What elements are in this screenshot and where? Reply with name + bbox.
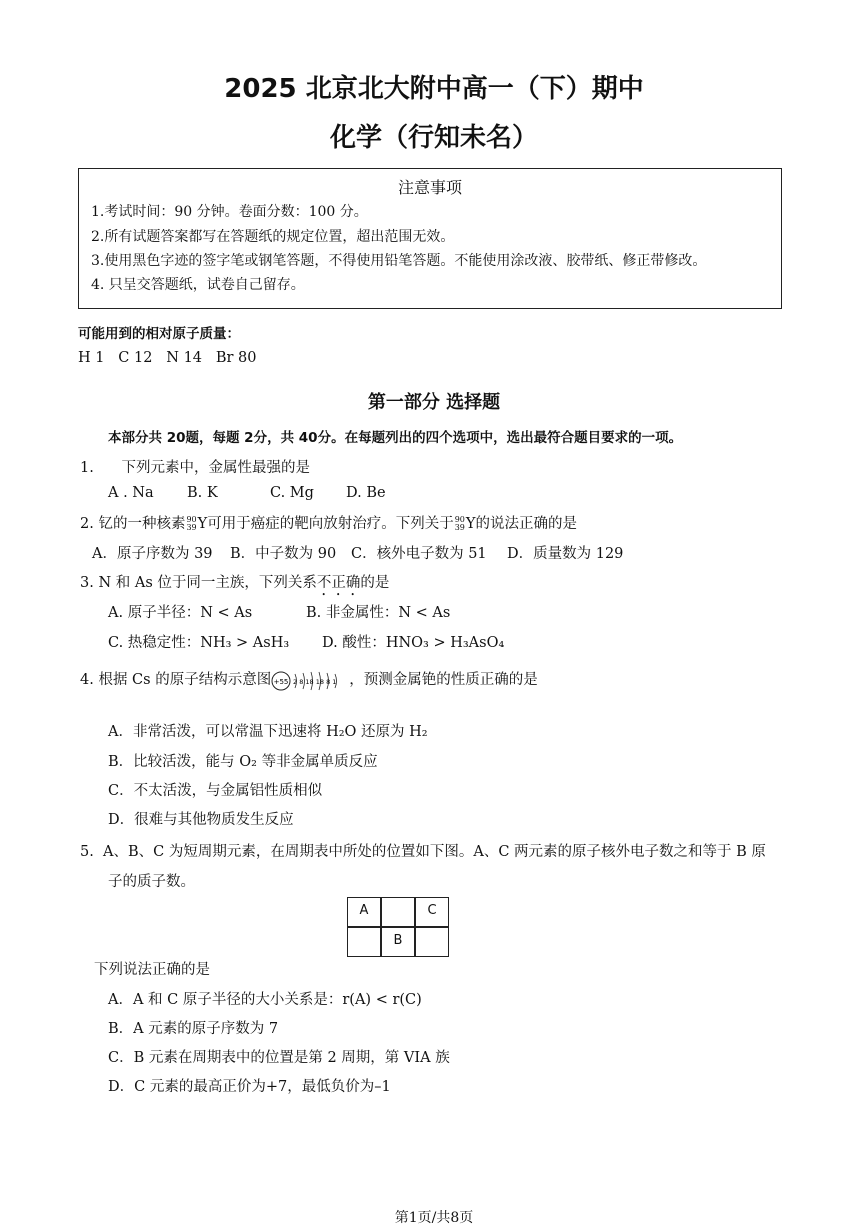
q4-stem [80,668,538,692]
cell-b: B [381,927,415,957]
q4-stem-a: 4. 根据 Cs 的原子结构示意图 [80,672,272,688]
q4-stem-b: ，预测金属铯的性质正确的是 [349,672,538,688]
part1-title: 第一部分 选择题 [367,392,501,413]
cell-empty-bottom-left [347,927,381,957]
q2-stem-c: 的说法正确的是 [475,516,577,532]
atomic-mass-values: H 1 C 12 N 14 Br 80 [78,350,257,366]
q4-option-b: B．比较活泼，能与 O₂ 等非金属单质反应 [108,754,378,770]
q2-option-c: C．核外电子数为 51 [351,546,487,562]
q2-isotope-symbol-2: Y [465,516,476,532]
cell-empty-bottom-right [415,927,449,957]
q4-option-a: A．非常活泼，可以常温下迅速将 H₂O 还原为 H₂ [108,724,428,740]
q3-stem-emphasis: 不正确 [316,575,361,591]
q1-option-c: C. Mg [270,485,314,501]
periodic-position-table [347,897,451,957]
cell-c: C [415,897,449,927]
q2-option-d: D．质量数为 129 [507,546,624,562]
q2-isotope-z-2: 39 [454,523,465,532]
q5-option-c: C．B 元素在周期表中的位置是第 2 周期，第 VIA 族 [108,1050,450,1066]
q2-isotope-symbol: Y [197,516,208,532]
cs-shell-electrons: 2 8 18 18 8 1 [293,678,337,686]
q4-option-d: D．很难与其他物质发生反应 [108,812,294,828]
q2-stem-b: 可用于癌症的靶向放射治疗。下列关于 [207,516,454,532]
notice-title: 注意事项 [397,178,462,197]
q3-option-d: D. 酸性：HNO₃ > H₃AsO₄ [322,635,505,651]
q1-option-a: A . Na [108,485,154,501]
notice-box [78,168,782,309]
q2-stem [80,512,577,533]
q5-stem-line2: 子的质子数。 [108,874,195,890]
page-subtitle: 化学（行知未名） [329,123,538,153]
q2-isotope-mass: 90 [186,515,197,524]
q5-option-d: D．C 元素的最高正价为+7，最低负价为–1 [108,1079,391,1095]
q1-option-b: B. K [187,485,218,501]
notice-line-3: 3.使用黑色字迹的签字笔或钢笔答题，不得使用铅笔答题。不能使用涂改液、胶带纸、修正带修改。 [91,253,707,269]
cell-empty-top [381,897,415,927]
part1-instructions: 本部分共 20题，每题 2分，共 40分。在每题列出的四个选项中，选出最符合题目要求的一项。 [108,430,683,446]
q5-stem-line1: 5. A、B、C 为短周期元素，在周期表中所处的位置如下图。A、C 两元素的原子核外电子数之和等于 B 原 [80,844,766,860]
q2-isotope-1 [186,516,196,532]
q2-option-a: A．原子序数为 39 [92,546,213,562]
q3-option-b: B. 非金属性：N < As [306,605,451,621]
q4-option-c: C．不太活泼，与金属铝性质相似 [108,783,323,799]
q3-stem-b: 的是 [360,575,390,591]
q3-stem [80,571,389,599]
atomic-mass-label: 可能用到的相对原子质量： [78,326,240,342]
q5-option-b: B．A 元素的原子序数为 7 [108,1021,279,1037]
cs-atomic-structure-diagram [271,668,349,692]
q2-stem-a: 2. 钇的一种核素 [80,516,186,532]
q5-prompt: 下列说法正确的是 [94,962,210,978]
q1-stem: 1. 下列元素中，金属性最强的是 [80,460,310,476]
q2-option-b: B．中子数为 90 [230,546,337,562]
page-footer: 第1页/共8页 [394,1210,474,1226]
q2-isotope-z: 39 [186,523,197,532]
q3-option-c: C. 热稳定性：NH₃ > AsH₃ [108,635,290,651]
page-title: 2025 北京北大附中高一（下）期中 [224,74,644,104]
notice-line-1: 1.考试时间：90 分钟。卷面分数：100 分。 [91,204,368,220]
q5-option-a: A．A 和 C 原子半径的大小关系是：r(A) < r(C) [108,992,422,1008]
notice-line-4: 4. 只呈交答题纸，试卷自己留存。 [91,277,305,293]
notice-line-2: 2.所有试题答案都写在答题纸的规定位置，超出范围无效。 [91,229,455,245]
q1-option-d: D. Be [346,485,386,501]
q2-isotope-2 [455,516,465,532]
q2-isotope-mass-2: 90 [454,515,465,524]
q3-stem-a: 3. N 和 As 位于同一主族，下列关系 [80,575,317,591]
cs-nucleus-label: +55 [273,678,289,686]
q3-option-a: A. 原子半径：N < As [108,605,253,621]
cell-a: A [347,897,381,927]
